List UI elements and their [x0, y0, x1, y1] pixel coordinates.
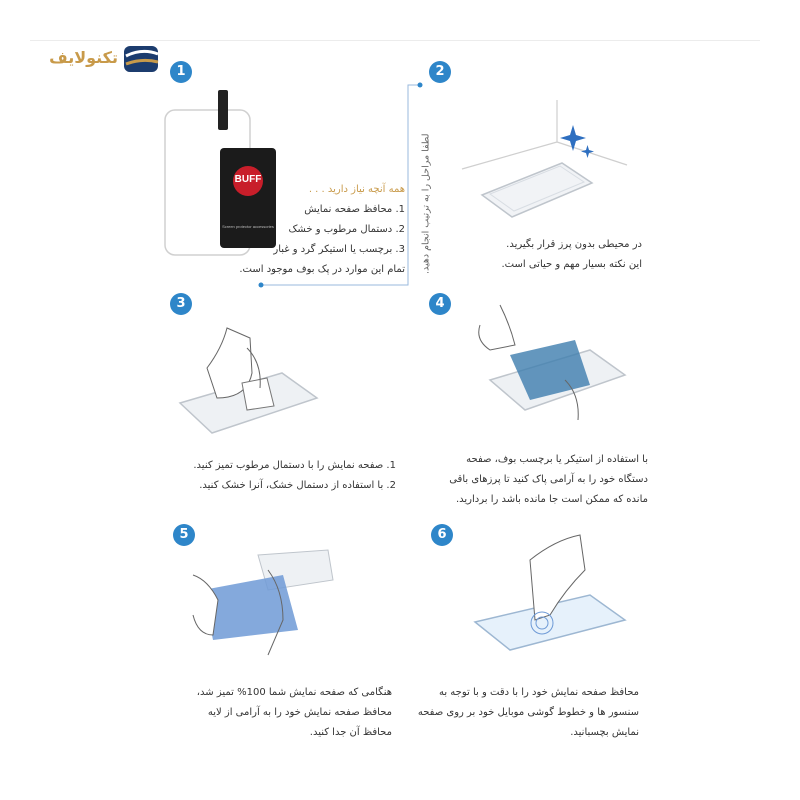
package-brand: BUFF [234, 174, 262, 185]
step-6-line: سنسور ها و خطوط گوشی موبایل خود بر روی صفحه [417, 707, 639, 718]
step-6-line: نمایش بچسبانید. [570, 727, 639, 738]
needs-item: تمام این موارد در پک بوف موجود است. [239, 264, 405, 275]
step-4-badge: 4 [429, 293, 451, 315]
step-5-line: محافظ صفحه نمایش خود را به آرامی از لایه [207, 707, 392, 718]
step-4-text [440, 450, 648, 510]
step-5-line: محافظ آن جدا کنید. [309, 727, 392, 738]
step-2-text [490, 235, 642, 275]
needs-item: 1. محافظ صفحه نمایش [304, 204, 405, 215]
step-2-badge: 2 [429, 61, 451, 83]
step-5-illustration [188, 545, 348, 670]
step-3-line: 2. با استفاده از دستمال خشک، آنرا خشک کنید. [199, 480, 396, 491]
step-5-text [170, 683, 392, 743]
needs-title: همه آنچه نیاز دارید . . . [308, 184, 405, 195]
logo-mark-icon [122, 40, 162, 80]
step-6-text [417, 683, 639, 743]
needs-item: 2. دستمال مرطوب و خشک [288, 224, 405, 235]
step-4-illustration [470, 300, 630, 430]
step-3-badge: 3 [170, 293, 192, 315]
step-3-text [176, 456, 396, 496]
step-3-line: 1. صفحه نمایش را با دستمال مرطوب تمیز کنید. [193, 460, 396, 471]
site-logo[interactable] [38, 40, 163, 82]
package-caption: Screen protector accessories [222, 224, 274, 229]
step-1-badge: 1 [170, 61, 192, 83]
needs-item: 3. برچسب یا استیکر گرد و غبار [273, 244, 405, 255]
step-6-illustration [470, 530, 630, 670]
step-5-badge: 5 [173, 524, 195, 546]
step-2-line: این نکته بسیار مهم و حیاتی است. [501, 259, 642, 270]
step-2-line: در محیطی بدون پرز قرار بگیرید. [506, 239, 642, 250]
bracket-connector [255, 80, 425, 295]
step-2-illustration [462, 95, 632, 235]
step-5-line: هنگامی که صفحه نمایش شما 100% تمیز شد، [196, 687, 392, 698]
step-4-line: با استفاده از استیکر یا برچسب بوف، صفحه [466, 454, 648, 465]
step-4-line: دستگاه خود را به آرامی پاک کنید تا پرزهای باقی [449, 474, 648, 485]
step-4-line: مانده که ممکن است جا مانده باشد را بردارید. [455, 494, 648, 505]
step-3-illustration [172, 318, 322, 448]
logo-text: تکنولایف [49, 48, 118, 67]
step-6-line: محافظ صفحه نمایش خود را با دقت و با توجه به [438, 687, 639, 698]
step-6-badge: 6 [431, 524, 453, 546]
order-note: لطفا مراحل را به ترتیب انجام دهید. [420, 133, 432, 275]
